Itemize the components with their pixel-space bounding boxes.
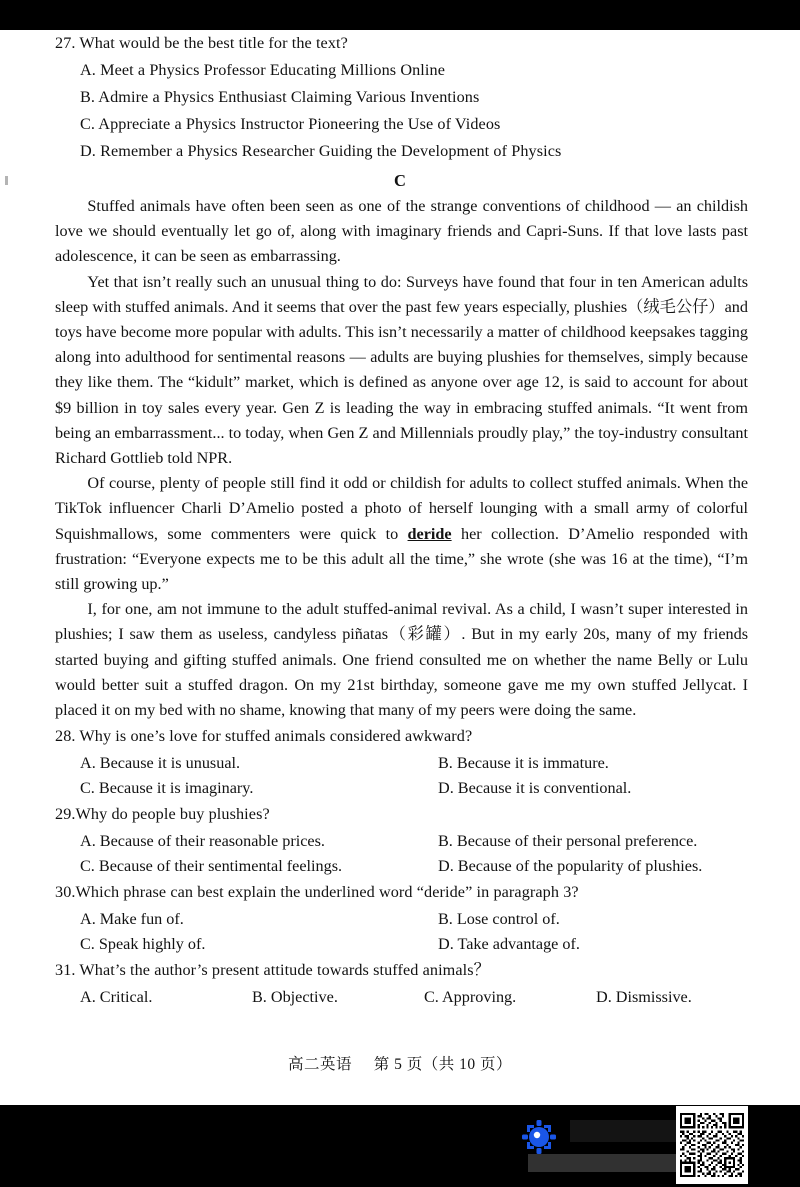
page-content: [0, 30, 800, 1010]
question-27: [0, 31, 800, 164]
passage-paragraph-1: Stuffed animals have often been seen as one of the strange conventions of childhood — an childish love we should eventually let go of, along with imaginary friends and Capri-Suns. If that love lasts past adolescence, it can be seen as embarrassing.: [55, 197, 748, 266]
paragraph-3-after: her collection. D’Amelio responded with frustration: “Everyone expects me to be this adult all the time,” she wrote (she was 16 at the time), “I’m still growing up.”: [55, 524, 748, 594]
question-28-option-c[interactable]: C. Because it is imaginary.: [80, 779, 254, 798]
footer-page-number: 第 5 页（共 10 页）: [373, 1056, 512, 1073]
paragraph-3-before: Of course, plenty of people still find it odd or childish for adults to collect stuffed animals. When the TikTok influencer Charli D’Amelio posted a photo of herself lounging with a small army of colorful Squishmallows, some commenters were quick to: [55, 474, 748, 543]
question-27-option-d[interactable]: D. Remember a Physics Researcher Guiding the Development of Physics: [80, 142, 562, 160]
question-30: [0, 880, 800, 957]
question-31-option-d[interactable]: D. Dismissive.: [596, 988, 692, 1007]
passage-paragraph-2: Yet that isn’t really such an unusual thing to do: Surveys have found that four in ten American adults sleep with stuffed animals. And it seems that over the past few years especially, plushies（绒毛公仔）and toys have become more popular with adults. This isn’t necessarily a matter of childhood keepsakes tagging along into adulthood for sentimental reasons — adults are buying plushies for themselves, simply because they like them. The “kidult” market, which is defined as anyone over age 12, is said to account for about $9 billion in toy sales every year. Gen Z is leading the way in embracing stuffed animals. “It went from being an embarrassment... to today, when Gen Z and Millennials proudly play,” the toy-industry consultant Richard Gottlieb told NPR.: [55, 272, 748, 468]
question-28-options-row-2: [0, 776, 800, 801]
page-footer: [0, 1052, 800, 1074]
passage-section-letter: C: [394, 171, 406, 190]
question-28: [0, 724, 800, 801]
question-30-options-row-2: [0, 932, 800, 957]
question-30-option-a[interactable]: A. Make fun of.: [80, 910, 184, 929]
question-29-options-row-2: [0, 854, 800, 879]
question-31-options-row: [0, 985, 800, 1010]
watermark-subtext-redacted: [528, 1154, 678, 1172]
question-27-option-a[interactable]: A. Meet a Physics Professor Educating Millions Online: [80, 61, 445, 79]
question-27-option-b[interactable]: B. Admire a Physics Enthusiast Claiming Various Inventions: [80, 88, 480, 106]
question-31-option-b[interactable]: B. Objective.: [252, 988, 338, 1007]
question-28-option-b[interactable]: B. Because it is immature.: [438, 754, 609, 773]
footer-subject: 高二英语: [288, 1055, 353, 1073]
question-29-option-d[interactable]: D. Because of the popularity of plushies.: [438, 857, 703, 876]
question-29-option-a[interactable]: A. Because of their reasonable prices.: [80, 832, 325, 851]
question-28-options-row-1: [0, 751, 800, 776]
underlined-word-deride: deride: [407, 524, 452, 543]
question-29-options-row-1: [0, 829, 800, 854]
question-28-option-a[interactable]: A. Because it is unusual.: [80, 754, 241, 773]
question-30-option-c[interactable]: C. Speak highly of.: [80, 935, 206, 954]
question-30-option-d[interactable]: D. Take advantage of.: [438, 935, 580, 954]
passage-paragraph-3: [0, 471, 800, 597]
question-31-stem: 31. What’s the author’s present attitude towards stuffed animals？: [55, 961, 490, 980]
question-31-option-c[interactable]: C. Approving.: [424, 988, 517, 1007]
question-29-option-c[interactable]: C. Because of their sentimental feelings.: [80, 857, 343, 876]
question-30-stem: 30.Which phrase can best explain the underlined word “deride” in paragraph 3?: [55, 883, 579, 902]
passage-paragraph-4: I, for one, am not immune to the adult stuffed-animal revival. As a child, I wasn’t super interested in plushies; I saw them as useless, candyless piñatas（彩罐）. But in my early 20s, many of my friends started buying and gifting stuffed animals. One friend consulted me on whether the name Belly or Lulu would better suit a stuffed dragon. On my 21st birthday, someone gave me my own stuffed Jellycat. I placed it on my bed with no shame, knowing that many of my peers were doing the same.: [55, 600, 748, 720]
question-29: [0, 802, 800, 879]
question-30-options-row-1: [0, 907, 800, 932]
question-31: [0, 958, 800, 1010]
question-27-stem: 27. What would be the best title for the text?: [55, 34, 348, 52]
question-27-option-c[interactable]: C. Appreciate a Physics Instructor Pioneering the Use of Videos: [80, 115, 501, 133]
question-28-stem: 28. Why is one’s love for stuffed animals considered awkward?: [55, 727, 473, 746]
question-29-option-b[interactable]: B. Because of their personal preference.: [438, 832, 698, 851]
question-30-option-b[interactable]: B. Lose control of.: [438, 910, 560, 929]
question-29-stem: 29.Why do people buy plushies?: [55, 805, 270, 824]
qr-code[interactable]: [676, 1106, 748, 1184]
top-black-band: [0, 0, 800, 30]
brand-logo-icon: [518, 1116, 560, 1158]
watermark-block: [518, 1110, 748, 1182]
watermark-brand-text-redacted: [570, 1120, 680, 1142]
question-28-option-d[interactable]: D. Because it is conventional.: [438, 779, 632, 798]
question-31-option-a[interactable]: A. Critical.: [80, 988, 153, 1007]
